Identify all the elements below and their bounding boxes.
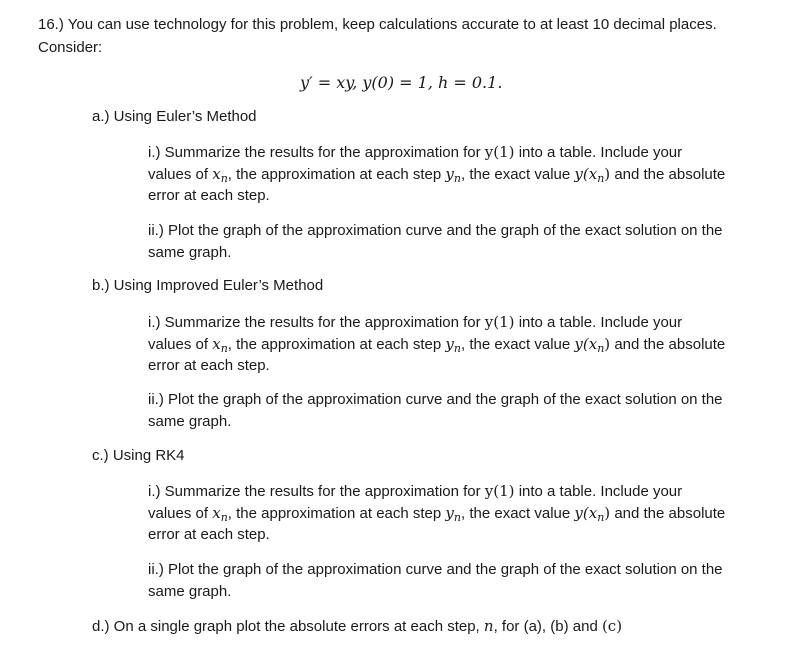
math-y: y <box>445 504 454 522</box>
text: i.) Summarize the results for the approximation for <box>148 314 485 331</box>
math-yx: y(x <box>574 165 598 183</box>
math-x: x <box>212 504 221 522</box>
text: and the absolute <box>610 505 726 522</box>
text: , the approximation at each step <box>227 505 446 522</box>
math-sub-n: n <box>597 342 605 355</box>
math-y: y <box>445 335 454 353</box>
text: , the exact value <box>461 505 575 522</box>
math-y1: y(1) <box>484 313 515 331</box>
equation-text: y′ = xy, y(0) = 1, h = 0.1. <box>300 73 503 92</box>
problem-statement: 16.) You can use technology for this problem, keep calculations accurate to at least 10 decimal places. <box>38 16 717 33</box>
text: into a table. Include your <box>514 483 683 500</box>
part-a-label: a.) Using Euler’s Method <box>92 108 257 125</box>
text: into a table. Include your <box>514 144 683 161</box>
math-paren: ) <box>604 335 611 353</box>
math-sub-n: n <box>453 511 461 524</box>
math-yx: y(x <box>574 335 598 353</box>
math-n: n <box>483 617 494 635</box>
text: and the absolute <box>610 336 726 353</box>
text: into a table. Include your <box>514 314 683 331</box>
part-a-i-line3: error at each step. <box>148 187 270 204</box>
text: i.) Summarize the results for the approximation for <box>148 144 485 161</box>
part-c-i-line1 <box>148 481 682 502</box>
part-c-i-line3: error at each step. <box>148 526 270 543</box>
part-a-i-line2 <box>148 164 725 185</box>
text: , the approximation at each step <box>227 166 446 183</box>
math-sub-n: n <box>597 511 605 524</box>
text: values of <box>148 336 213 353</box>
math-sub-n: n <box>220 172 228 185</box>
part-c-ii-line2: same graph. <box>148 583 232 600</box>
part-a-ii-line2: same graph. <box>148 244 232 261</box>
math-sub-n: n <box>453 172 461 185</box>
text: i.) Summarize the results for the approximation for <box>148 483 485 500</box>
part-a-i-line1 <box>148 142 682 163</box>
part-b-i-line3: error at each step. <box>148 357 270 374</box>
math-paren: ) <box>604 504 611 522</box>
text: and the absolute <box>610 166 726 183</box>
part-b-ii-line2: same graph. <box>148 413 232 430</box>
math-y1: y(1) <box>484 143 515 161</box>
part-b-i-line1 <box>148 312 682 333</box>
math-sub-n: n <box>220 342 228 355</box>
part-a-ii-line1: ii.) Plot the graph of the approximation curve and the graph of the exact solution on the <box>148 222 723 239</box>
ode-equation <box>300 73 502 93</box>
text: d.) On a single graph plot the absolute errors at each step, <box>92 618 484 635</box>
part-c-label: c.) Using RK4 <box>92 447 185 464</box>
part-b-ii-line1: ii.) Plot the graph of the approximation curve and the graph of the exact solution on the <box>148 391 723 408</box>
part-d-line <box>92 616 622 637</box>
math-sub-n: n <box>597 172 605 185</box>
math-sub-n: n <box>453 342 461 355</box>
consider-label: Consider: <box>38 39 103 56</box>
part-b-label: b.) Using Improved Euler’s Method <box>92 277 324 294</box>
math-paren: ) <box>604 165 611 183</box>
math-x: x <box>212 335 221 353</box>
math-y: y <box>445 165 454 183</box>
math-yx: y(x <box>574 504 598 522</box>
text: , the exact value <box>461 166 575 183</box>
math-c: (c) <box>601 617 623 635</box>
math-x: x <box>212 165 221 183</box>
text: , the exact value <box>461 336 575 353</box>
text: values of <box>148 166 213 183</box>
text: , the approximation at each step <box>227 336 446 353</box>
part-b-i-line2 <box>148 334 725 355</box>
text: , for (a), (b) and <box>493 618 602 635</box>
math-y1: y(1) <box>484 482 515 500</box>
math-sub-n: n <box>220 511 228 524</box>
part-c-i-line2 <box>148 503 725 524</box>
text: values of <box>148 505 213 522</box>
part-c-ii-line1: ii.) Plot the graph of the approximation curve and the graph of the exact solution on the <box>148 561 723 578</box>
